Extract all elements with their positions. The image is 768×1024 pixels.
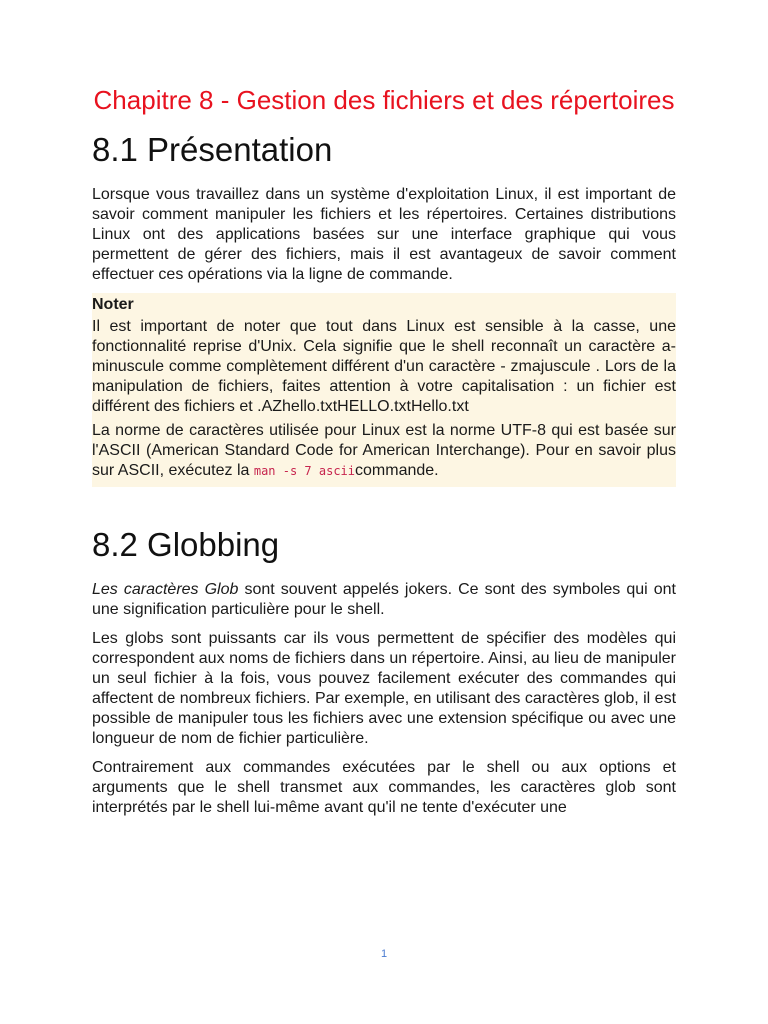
presentation-paragraph: Lorsque vous travaillez dans un système d'exploitation Linux, il est important de savoir comment manipuler les fichiers et les répertoires. Certaines distributions Linux ont des applications basées sur une interface graphique qui vous permettent de gérer des fichiers, mais il est avantageux de savoir comment effectuer ces opérations via la ligne de commande. — [92, 186, 676, 283]
note-box — [92, 293, 676, 487]
note-paragraph-utf8 — [92, 421, 676, 481]
globbing-intro-text: sont souvent appelés jokers. Ce sont des symboles qui ont une signification particulière pour le shell. — [92, 581, 676, 618]
glob-term: Les caractères Glob — [92, 581, 239, 598]
document-page — [92, 82, 676, 818]
note-title: Noter — [92, 296, 134, 313]
globbing-paragraph-power: Les globs sont puissants car ils vous permettent de spécifier des modèles qui correspondent aux noms de fichiers dans un répertoire. Ainsi, au lieu de manipuler un seul fichier à la fois, vous pouvez facilement exécuter des commandes qui affectent de nombreux fichiers. Par exemple, en utilisant des caractères glob, il est possible de manipuler tous les fichiers avec une extension spécifique ou avec une longueur de nom de fichier particulière. — [92, 630, 677, 747]
inline-code-man-ascii: man -s 7 ascii — [253, 464, 356, 478]
note-utf8-text: La norme de caractères utilisée pour Linux est la norme UTF-8 qui est basée sur l'ASCII (American Standard Code for American Interchange). Pour en savoir plus sur ASCII, exécutez la — [92, 422, 676, 479]
section-heading-presentation: 8.1 Présentation — [92, 131, 333, 168]
note-paragraph-case-sensitivity: Il est important de noter que tout dans Linux est sensible à la casse, une fonctionnalité reprise d'Unix. Cela signifie que le shell reconnaît un caractère a- minuscule comme complètement différent d'un caractère - zmajuscule . Lors de la manipulation de fichiers, faites attention à votre capitalisation : un fichier est différent des fichiers et .AZhello.txtHELLO.txtHello.txt — [92, 318, 676, 415]
chapter-title: Chapitre 8 - Gestion des fichiers et des répertoires — [93, 85, 675, 115]
section-heading-globbing: 8.2 Globbing — [92, 526, 280, 563]
globbing-paragraph-interpretation: Contrairement aux commandes exécutées par le shell ou aux options et arguments que le shell transmet aux commandes, les caractères glob sont interprétés par le shell lui-même avant qu'il ne tente d'exécuter une — [92, 759, 676, 816]
page-number: 1 — [380, 948, 388, 960]
globbing-paragraph-intro — [92, 580, 676, 620]
note-utf8-text-end: commande. — [355, 462, 439, 479]
